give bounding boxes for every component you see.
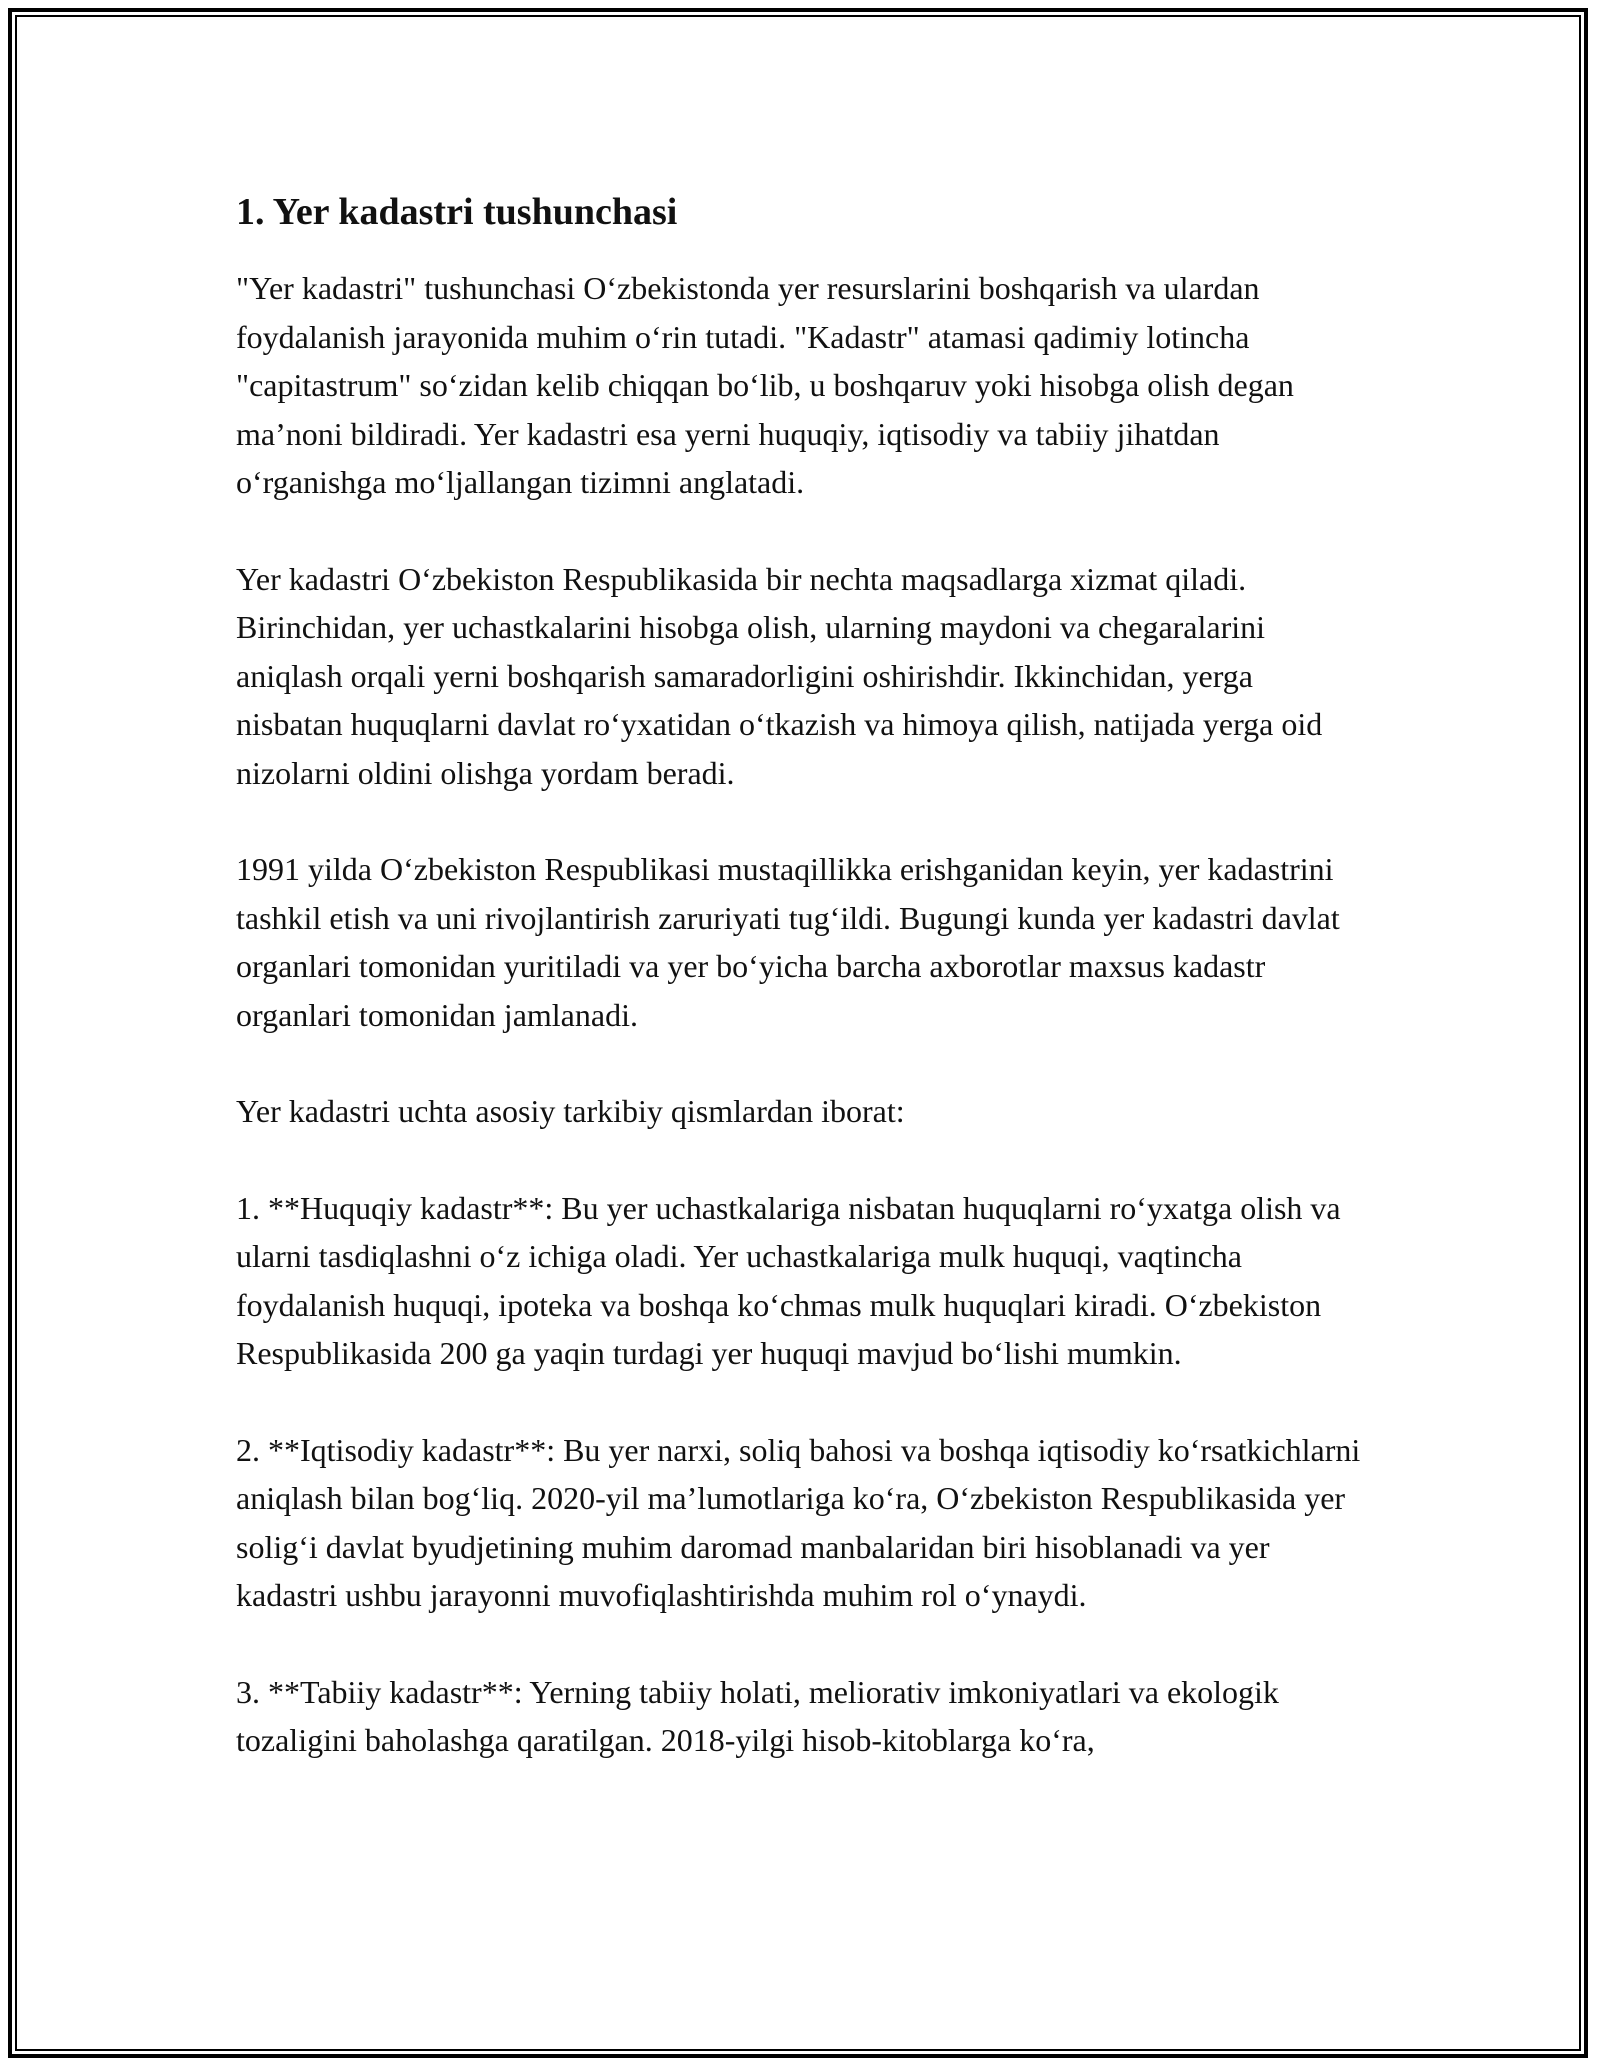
list-item-legal-cadastre: 1. **Huquqiy kadastr**: Bu yer uchastkalariga nisbatan huquqlarni ro‘yxatga olish va ularni tasdiqlashni o‘z ichiga oladi. Yer uchastkalariga mulk huquqi, vaqtincha foydalanish huquqi, ipoteka va boshqa ko‘chmas mulk huquqlari kiradi. O‘zbekiston Respublikasida 200 ga yaqin turdagi yer huquqi mavjud bo‘lishi mumkin. — [236, 1189, 1341, 1371]
paragraph-history: 1991 yilda O‘zbekiston Respublikasi mustaqillikka erishganidan keyin, yer kadastrini tashkil etish va uni rivojlantirish zaruriyati tug‘ildi. Bugungi kunda yer kadastri davlat organlari tomonidan yuritiladi va yer bo‘yicha barcha axborotlar maxsus kadastr organlari tomonidan jamlanadi. — [236, 851, 1340, 1033]
document-body — [236, 186, 1366, 1813]
paragraph-purposes: Yer kadastri O‘zbekiston Respublikasida bir nechta maqsadlarga xizmat qiladi. Birinchidan, yer uchastkalarini hisobga olish, ularning maydoni va chegaralarini aniqlash orqali yerni boshqarish samaradorligini oshirishdir. Ikkinchidan, yerga nisbatan huquqlarni davlat ro‘yxatidan o‘tkazish va himoya qilish, natijada yerga oid nizolarni oldini olishga yordam beradi. — [236, 560, 1323, 791]
list-item-natural-cadastre: 3. **Tabiiy kadastr**: Yerning tabiiy holati, meliorativ imkoniyatlari va ekologik tozaligini baholashga qaratilgan. 2018-yilgi hisob-kitoblarga ko‘ra, — [236, 1673, 1279, 1758]
section-heading: 1. Yer kadastri tushunchasi — [236, 191, 678, 233]
paragraph-intro: "Yer kadastri" tushunchasi O‘zbekistonda yer resurslarini boshqarish va ulardan foydalanish jarayonida muhim o‘rin tutadi. "Kadastr" atamasi qadimiy lotincha "capitastrum" so‘zidan kelib chiqqan bo‘lib, u boshqaruv yoki hisobga olish degan ma’noni bildiradi. Yer kadastri esa yerni huquqiy, iqtisodiy va tabiiy jihatdan o‘rganishga mo‘ljallangan tizimni anglatadi. — [236, 270, 1294, 500]
list-item-economic-cadastre: 2. **Iqtisodiy kadastr**: Bu yer narxi, soliq bahosi va boshqa iqtisodiy ko‘rsatkichlarni aniqlash bilan bog‘liq. 2020-yil ma’lumotlariga ko‘ra, O‘zbekiston Respublikasida yer solig‘i davlat byudjetining muhim daromad manbalaridan biri hisoblanadi va yer kadastri ushbu jarayonni muvofiqlashtirishda muhim rol o‘ynaydi. — [236, 1431, 1361, 1613]
paragraph-components-intro: Yer kadastri uchta asosiy tarkibiy qismlardan iborat: — [236, 1093, 905, 1129]
